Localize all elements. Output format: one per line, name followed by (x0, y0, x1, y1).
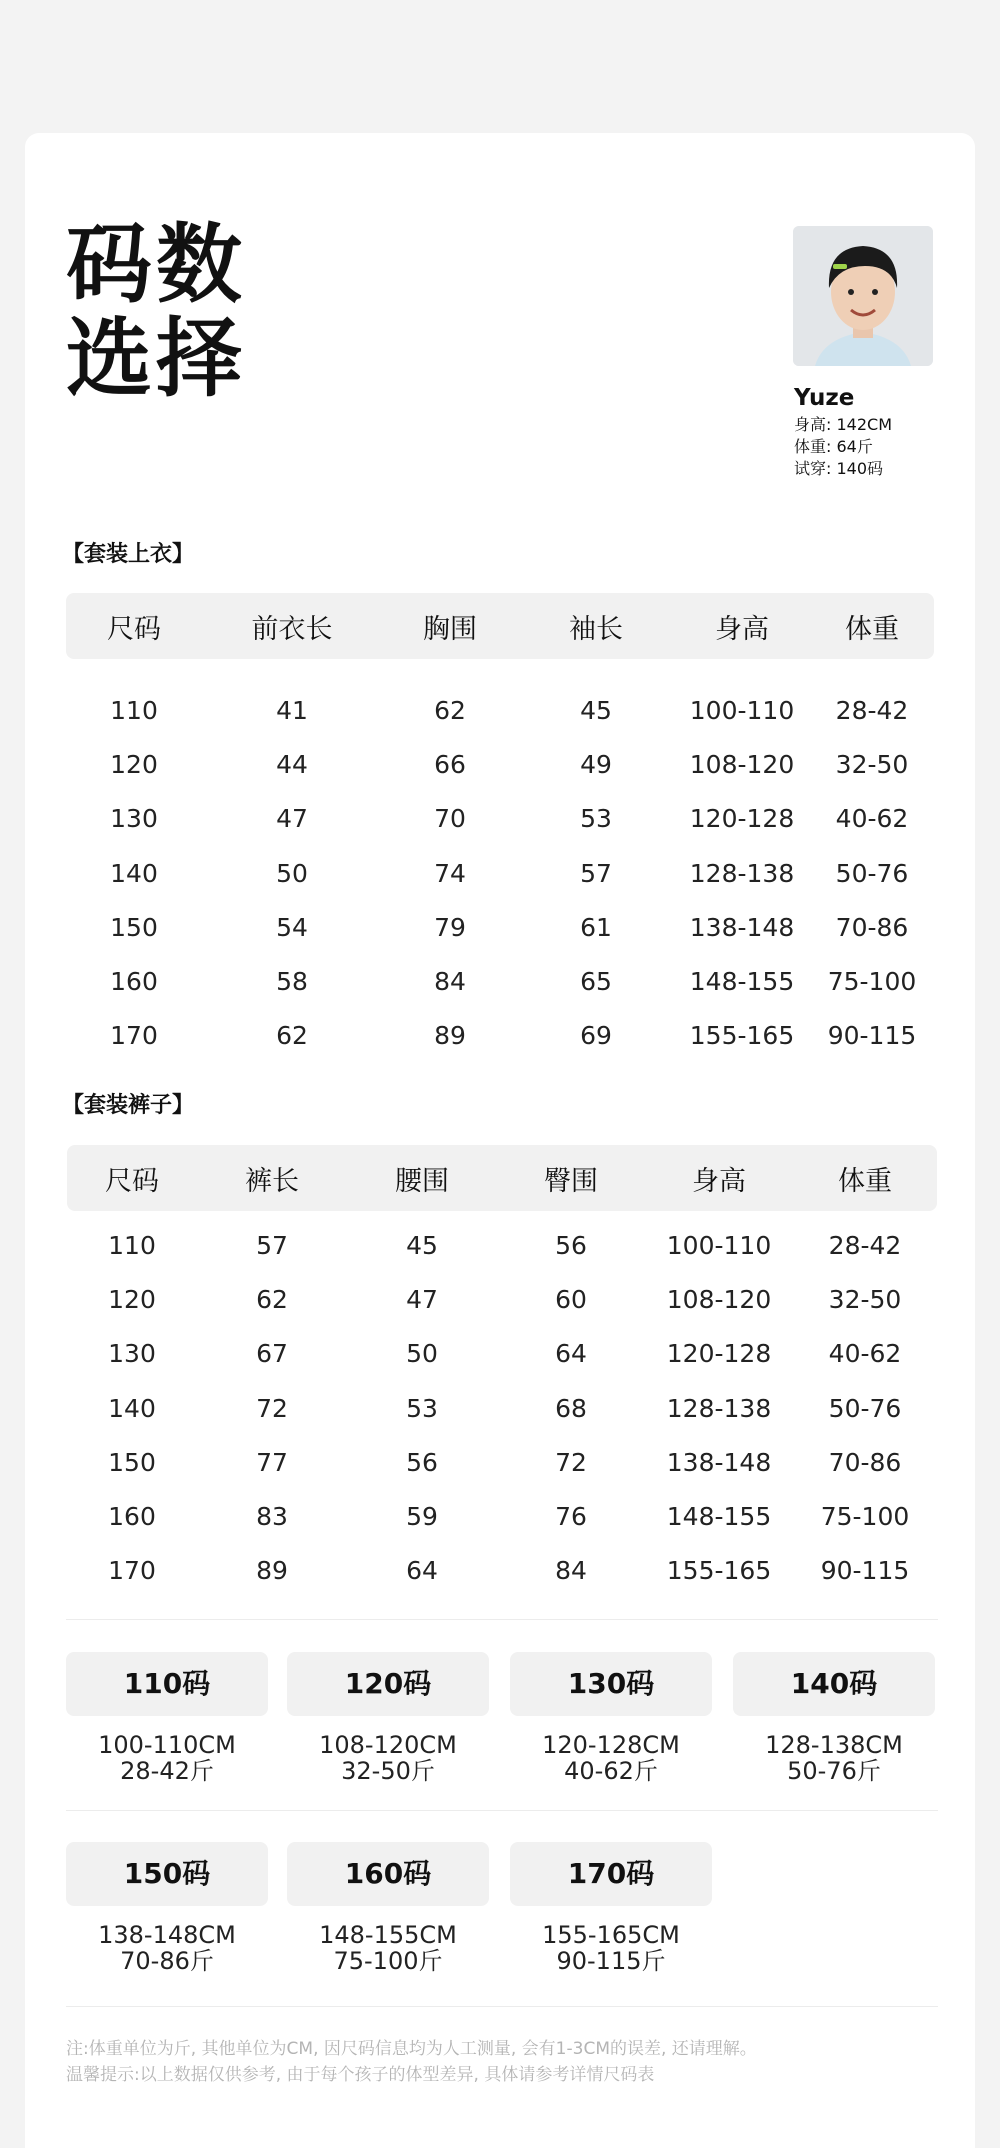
top-table-header-cell: 袖长 (569, 613, 623, 645)
pants-table-header (67, 1145, 937, 1211)
table-row (67, 1435, 937, 1489)
table-row (66, 683, 934, 737)
top-table-header (66, 593, 934, 659)
top-table-cell: 89 (434, 1021, 466, 1051)
top-table-cell: 65 (580, 967, 612, 997)
size-card-label: 120码 (287, 1652, 489, 1716)
pants-table-cell: 84 (555, 1556, 587, 1586)
pants-table-cell: 72 (555, 1447, 587, 1477)
top-table-cell: 108-120 (689, 749, 795, 779)
size-card-weight: 70-86斤 (120, 1947, 214, 1975)
top-table-cell: 100-110 (689, 695, 795, 725)
size-card-label: 130码 (510, 1652, 712, 1716)
top-table-cell: 130 (110, 804, 158, 834)
pants-table-cell: 40-62 (828, 1339, 902, 1369)
top-table-cell: 49 (580, 749, 612, 779)
table-row (66, 737, 934, 791)
top-table-cell: 110 (110, 695, 158, 725)
notes (66, 2036, 757, 2088)
size-card-weight: 32-50斤 (341, 1757, 435, 1785)
top-table-cell: 50 (276, 858, 308, 888)
size-card-weight: 40-62斤 (564, 1757, 658, 1785)
top-table-cell: 54 (276, 912, 308, 942)
pants-table-cell: 130 (108, 1339, 156, 1369)
top-table-cell: 138-148 (689, 912, 795, 942)
top-table-cell: 120 (110, 749, 158, 779)
top-table-cell: 128-138 (689, 858, 795, 888)
divider (66, 2006, 938, 2007)
top-table-header-cell: 体重 (845, 613, 899, 645)
pants-table-header-cell: 身高 (692, 1165, 746, 1197)
size-card-height: 138-148CM (98, 1921, 236, 1949)
size-card-label: 170码 (510, 1842, 712, 1906)
pants-table-header-cell: 体重 (838, 1165, 892, 1197)
top-table-cell: 75-100 (827, 967, 917, 997)
pants-table-cell: 120-128 (666, 1339, 772, 1369)
size-card-weight: 75-100斤 (333, 1947, 443, 1975)
top-table-cell: 70-86 (835, 912, 909, 942)
top-table-cell: 47 (276, 804, 308, 834)
pants-table-cell: 56 (555, 1230, 587, 1260)
pants-table-cell: 138-148 (666, 1447, 772, 1477)
top-table-cell: 57 (580, 858, 612, 888)
pants-table-cell: 64 (406, 1556, 438, 1586)
pants-table-cell: 128-138 (666, 1393, 772, 1423)
model-photo-illustration (793, 226, 933, 366)
pants-table-header-cell: 腰围 (395, 1165, 449, 1197)
top-table-cell: 58 (276, 967, 308, 997)
pants-table-cell: 75-100 (820, 1502, 910, 1532)
table-row (67, 1544, 937, 1598)
top-table-body (66, 683, 934, 1063)
pants-table-cell: 155-165 (666, 1556, 772, 1586)
top-table-cell: 84 (434, 967, 466, 997)
size-card (510, 1652, 712, 1784)
table-row (66, 792, 934, 846)
top-table-cell: 90-115 (827, 1021, 917, 1051)
page-title-line-2: 选择 (66, 309, 246, 409)
top-table-cell: 53 (580, 804, 612, 834)
model-weight: 体重: 64斤 (794, 437, 873, 456)
top-table-cell: 41 (276, 695, 308, 725)
top-table-cell: 66 (434, 749, 466, 779)
top-table-cell: 44 (276, 749, 308, 779)
model-info (794, 414, 892, 480)
pants-table-cell: 160 (108, 1502, 156, 1532)
table-row (66, 900, 934, 954)
size-card-weight: 90-115斤 (556, 1947, 666, 1975)
pants-table-cell: 67 (256, 1339, 288, 1369)
table-row (67, 1218, 937, 1272)
size-card (510, 1842, 712, 1974)
pants-table-body (67, 1218, 937, 1598)
pants-table-cell: 83 (256, 1502, 288, 1532)
pants-table-cell: 56 (406, 1447, 438, 1477)
model-photo (793, 226, 933, 366)
size-card (66, 1842, 268, 1974)
top-table-cell: 70 (434, 804, 466, 834)
top-table-cell: 74 (434, 858, 466, 888)
size-card (287, 1842, 489, 1974)
size-card-label: 140码 (733, 1652, 935, 1716)
top-table-cell: 62 (276, 1021, 308, 1051)
pants-table-cell: 50 (406, 1339, 438, 1369)
pants-table-header-cell: 臀围 (544, 1165, 598, 1197)
top-table-cell: 155-165 (689, 1021, 795, 1051)
table-row (66, 954, 934, 1008)
size-card-height: 148-155CM (319, 1921, 457, 1949)
top-table-cell: 160 (110, 967, 158, 997)
size-card-label: 110码 (66, 1652, 268, 1716)
model-tried-size: 试穿: 140码 (794, 459, 884, 478)
size-card-weight: 28-42斤 (120, 1757, 214, 1785)
model-height: 身高: 142CM (794, 415, 892, 434)
pants-table-cell: 68 (555, 1393, 587, 1423)
top-table-cell: 170 (110, 1021, 158, 1051)
top-table-cell: 120-128 (689, 804, 795, 834)
pants-table-cell: 108-120 (666, 1284, 772, 1314)
top-table-header-cell: 尺码 (107, 613, 161, 645)
top-table-cell: 32-50 (835, 749, 909, 779)
pants-table-cell: 32-50 (828, 1284, 902, 1314)
top-table-title: 【套装上衣】 (62, 542, 195, 567)
pants-table-cell: 120 (108, 1284, 156, 1314)
size-card-height: 100-110CM (98, 1731, 236, 1759)
size-card-label: 150码 (66, 1842, 268, 1906)
pants-table-cell: 148-155 (666, 1502, 772, 1532)
pants-table-cell: 100-110 (666, 1230, 772, 1260)
pants-table-header-cell: 裤长 (245, 1165, 299, 1197)
page-title (66, 215, 286, 409)
divider (66, 1810, 938, 1811)
top-table-cell: 50-76 (835, 858, 909, 888)
size-card-height: 155-165CM (542, 1921, 680, 1949)
pants-table-cell: 47 (406, 1284, 438, 1314)
pants-table-cell: 72 (256, 1393, 288, 1423)
note-line-2: 温馨提示:以上数据仅供参考, 由于每个孩子的体型差异, 具体请参考详情尺码表 (66, 2065, 655, 2085)
pants-table-cell: 110 (108, 1230, 156, 1260)
top-table-cell: 150 (110, 912, 158, 942)
divider (66, 1619, 938, 1620)
size-card (733, 1652, 935, 1784)
pants-table-cell: 77 (256, 1447, 288, 1477)
top-table-cell: 62 (434, 695, 466, 725)
page-title-line-1: 码数 (66, 215, 246, 315)
pants-table-cell: 76 (555, 1502, 587, 1532)
pants-table-cell: 150 (108, 1447, 156, 1477)
pants-table-cell: 89 (256, 1556, 288, 1586)
pants-table-cell: 64 (555, 1339, 587, 1369)
pants-table-header-cell: 尺码 (105, 1165, 159, 1197)
pants-table-cell: 59 (406, 1502, 438, 1532)
pants-table-cell: 28-42 (828, 1230, 902, 1260)
note-line-1: 注:体重单位为斤, 其他单位为CM, 因尺码信息均为人工测量, 会有1-3CM的误差, 还请理解。 (66, 2039, 757, 2059)
pants-table-cell: 53 (406, 1393, 438, 1423)
table-row (66, 846, 934, 900)
top-table-cell: 40-62 (835, 804, 909, 834)
table-row (67, 1327, 937, 1381)
top-table-header-cell: 胸围 (423, 613, 477, 645)
top-table-cell: 148-155 (689, 967, 795, 997)
pants-table-cell: 45 (406, 1230, 438, 1260)
pants-table-cell: 90-115 (820, 1556, 910, 1586)
size-card-height: 128-138CM (765, 1731, 903, 1759)
top-table-cell: 45 (580, 695, 612, 725)
size-card-label: 160码 (287, 1842, 489, 1906)
top-table-header-cell: 前衣长 (251, 613, 333, 645)
size-card (66, 1652, 268, 1784)
top-table-header-cell: 身高 (715, 613, 769, 645)
size-card (287, 1652, 489, 1784)
table-row (67, 1381, 937, 1435)
table-row (66, 1009, 934, 1063)
table-row (67, 1489, 937, 1543)
pants-table-cell: 60 (555, 1284, 587, 1314)
pants-table-cell: 50-76 (828, 1393, 902, 1423)
top-table-cell: 79 (434, 912, 466, 942)
size-card-height: 120-128CM (542, 1731, 680, 1759)
pants-table-cell: 57 (256, 1230, 288, 1260)
pants-table-cell: 62 (256, 1284, 288, 1314)
size-card-height: 108-120CM (319, 1731, 457, 1759)
model-name: Yuze (794, 385, 855, 411)
top-table-cell: 28-42 (835, 695, 909, 725)
pants-table-cell: 170 (108, 1556, 156, 1586)
top-table-cell: 69 (580, 1021, 612, 1051)
top-table-cell: 61 (580, 912, 612, 942)
pants-table-cell: 140 (108, 1393, 156, 1423)
pants-table-cell: 70-86 (828, 1447, 902, 1477)
top-table-cell: 140 (110, 858, 158, 888)
size-card-weight: 50-76斤 (787, 1757, 881, 1785)
table-row (67, 1272, 937, 1326)
pants-table-title: 【套装裤子】 (62, 1093, 195, 1118)
